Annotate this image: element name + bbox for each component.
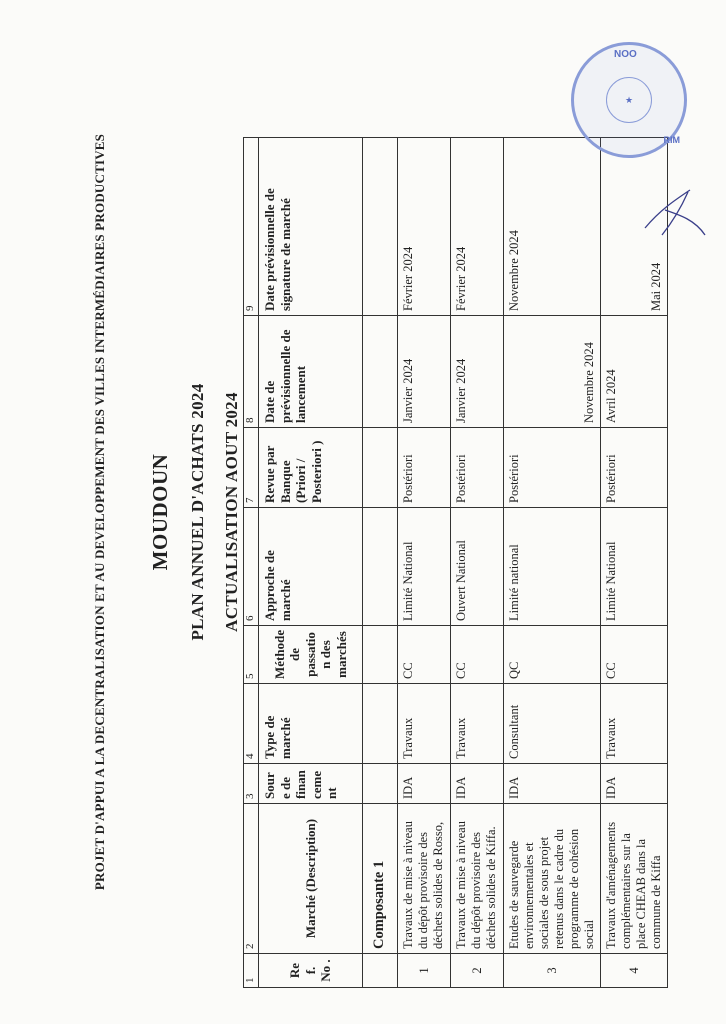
table-row (504, 138, 601, 988)
header-type: Type de marché (259, 684, 363, 764)
row-review: Postériori (451, 428, 504, 508)
row-launch: Novembre 2024 (504, 316, 601, 428)
signature-icon (640, 180, 710, 240)
row-source: IDA (398, 764, 451, 804)
row-launch: Avril 2024 (601, 316, 668, 428)
procurement-table (243, 137, 668, 988)
row-signature: Novembre 2024 (504, 138, 601, 316)
row-method: QC (504, 626, 601, 684)
row-type: Consultant (504, 684, 601, 764)
component-row (363, 138, 398, 988)
row-ref: 3 (504, 954, 601, 988)
row-method: CC (601, 626, 668, 684)
col-number: 3 (244, 764, 259, 804)
col-number: 8 (244, 316, 259, 428)
col-number: 6 (244, 508, 259, 626)
header-approach: Approche de marché (259, 508, 363, 626)
row-signature: Février 2024 (451, 138, 504, 316)
header-review: Revue par Banque (Priori / Posteriori ) (259, 428, 363, 508)
stamp-ring-text: RIM (663, 135, 680, 145)
row-type: Travaux (451, 684, 504, 764)
stamp-top-text: NOO (614, 49, 637, 60)
row-review: Postériori (398, 428, 451, 508)
col-number: 2 (244, 804, 259, 954)
row-launch: Janvier 2024 (398, 316, 451, 428)
city-title: MOUDOUN (148, 453, 172, 571)
header-launch-date: Date de prévisionnelle de lancement (259, 316, 363, 428)
row-description: Travaux de mise à niveau du dépôt provisoire des déchets solides de Rosso, (398, 804, 451, 954)
header-description: Marché (Description) (259, 804, 363, 954)
row-approach: Ouvert National (451, 508, 504, 626)
table-row (451, 138, 504, 988)
row-approach: Limité National (398, 508, 451, 626)
row-type: Travaux (398, 684, 451, 764)
table-row (398, 138, 451, 988)
row-source: IDA (504, 764, 601, 804)
component-label: Composante 1 (363, 804, 398, 954)
row-signature: Février 2024 (398, 138, 451, 316)
col-number: 7 (244, 428, 259, 508)
row-description: Travaux d'aménagements complémentaires sur la place CHEAB dans la commune de Kiffa (601, 804, 668, 954)
header-source: Sour e de finan ceme nt (259, 764, 363, 804)
row-ref: 2 (451, 954, 504, 988)
row-review: Postériori (601, 428, 668, 508)
table-row (601, 138, 668, 988)
col-number: 5 (244, 626, 259, 684)
update-title: ACTUALISATION AOUT 2024 (222, 392, 241, 632)
col-number: 1 (244, 954, 259, 988)
row-approach: Limité national (504, 508, 601, 626)
row-review: Postériori (504, 428, 601, 508)
official-stamp (571, 42, 687, 158)
row-ref: 1 (398, 954, 451, 988)
stamp-emblem: ★ (606, 77, 652, 123)
header-method: Méthode de passatio n des marchés (259, 626, 363, 684)
row-signature: Mai 2024 (601, 138, 668, 316)
plan-title: PLAN ANNUEL D'ACHATS 2024 (188, 383, 207, 641)
header-signature-date: Date prévisionnelle de signature de marché (259, 138, 363, 316)
row-method: CC (398, 626, 451, 684)
row-method: CC (451, 626, 504, 684)
header-ref: Re f. No . (259, 954, 363, 988)
col-number: 4 (244, 684, 259, 764)
column-number-row (244, 138, 259, 988)
row-approach: Limité National (601, 508, 668, 626)
header-row (259, 138, 363, 988)
row-type: Travaux (601, 684, 668, 764)
row-launch: Janvier 2024 (451, 316, 504, 428)
project-title: PROJET D'APPUI A LA DECENTRALISATION ET AU DEVELOPPEMENT DES VILLES INTERMÉDIAIRES PRODUCTIVES (92, 133, 107, 891)
row-ref: 4 (601, 954, 668, 988)
row-description: Etudes de sauvegarde environnementales et sociales de sous projet retenus dans le cadre du programme de cohésion social (504, 804, 601, 954)
row-source: IDA (601, 764, 668, 804)
col-number: 9 (244, 138, 259, 316)
row-description: Travaux de mise à niveau du dépôt provisoire des déchets solides de Kiffa. (451, 804, 504, 954)
row-source: IDA (451, 764, 504, 804)
